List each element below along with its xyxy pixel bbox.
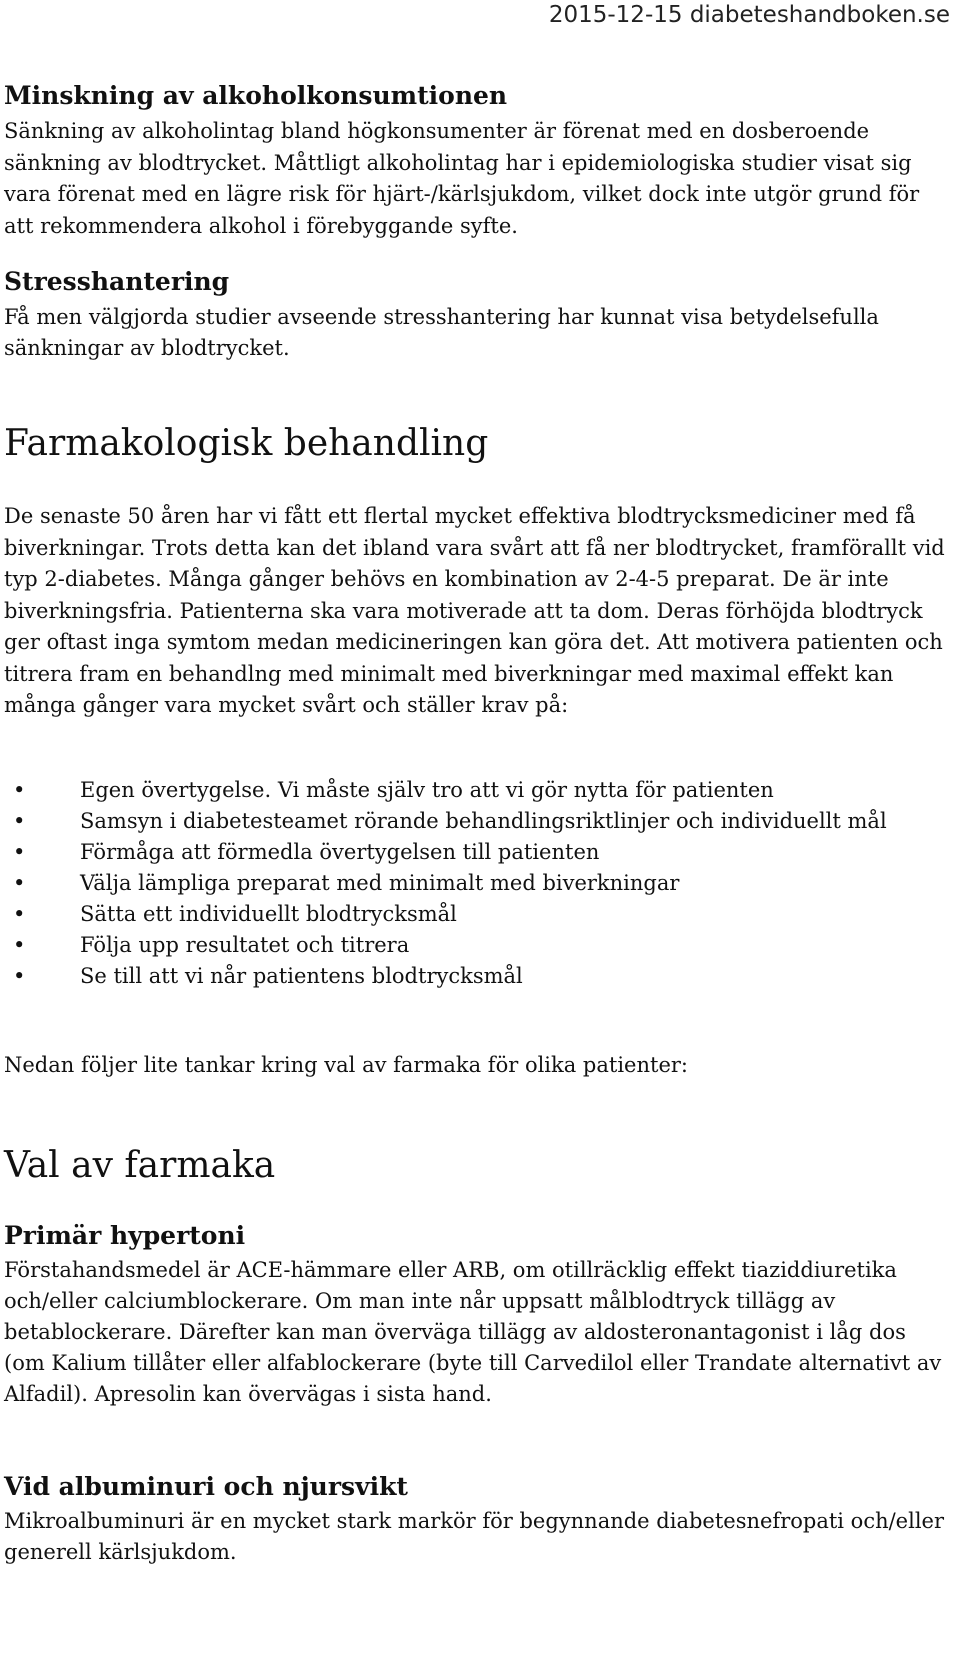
heading-alkohol: Minskning av alkoholkonsumtionen	[4, 81, 508, 110]
bullet-icon: •	[13, 840, 26, 864]
list-item-text: Se till att vi når patientens blodtrycksmål	[80, 964, 523, 988]
heading-val-av-farmaka: Val av farmaka	[4, 1145, 276, 1186]
bullet-icon: •	[13, 902, 26, 926]
bullet-icon: •	[13, 871, 26, 895]
list-item-text: Samsyn i diabetesteamet rörande behandlingsriktlinjer och individuellt mål	[80, 809, 887, 833]
bullet-icon: •	[13, 964, 26, 988]
list-item-text: Följa upp resultatet och titrera	[80, 933, 410, 957]
list-item	[4, 961, 952, 992]
bullet-icon: •	[13, 933, 26, 957]
list-item-text: Förmåga att förmedla övertygelsen till patienten	[80, 840, 600, 864]
bullet-icon: •	[13, 809, 26, 833]
paragraph-albuminuri: Mikroalbuminuri är en mycket stark markör för begynnande diabetesnefropati och/eller generell kärlsjukdom.	[4, 1509, 945, 1564]
list-item	[4, 806, 952, 837]
heading-farmakologisk-behandling: Farmakologisk behandling	[4, 423, 489, 464]
list-item	[4, 868, 952, 899]
paragraph-alkohol: Sänkning av alkoholintag bland högkonsumenter är förenat med en dosberoende sänkning av blodtrycket. Måttligt alkoholintag har i epidemiologiska studier visat sig vara förenat med en lägre risk för hjärt-/kärlsjukdom, vilket dock inte utgör grund för att rekommendera alkohol i förebyggande syfte.	[4, 119, 920, 238]
list-item	[4, 837, 952, 868]
heading-stresshantering: Stresshantering	[4, 267, 230, 296]
bullet-list-krav	[4, 775, 952, 992]
bullet-icon: •	[13, 778, 26, 802]
list-item-text: Sätta ett individuellt blodtrycksmål	[80, 902, 457, 926]
list-item	[4, 899, 952, 930]
list-item	[4, 775, 952, 806]
heading-primar-hypertoni: Primär hypertoni	[4, 1221, 246, 1250]
paragraph-stresshantering: Få men välgjorda studier avseende stresshantering har kunnat visa betydelsefulla sänkningar av blodtrycket.	[4, 305, 879, 360]
heading-albuminuri-njursvikt: Vid albuminuri och njursvikt	[4, 1472, 408, 1501]
paragraph-primar-hypertoni: Förstahandsmedel är ACE-hämmare eller ARB, om otillräcklig effekt tiaziddiuretika och/eller calciumblockerare. Om man inte når uppsatt målblodtryck tillägg av betablockerare. Därefter kan man överväga tillägg av aldosteronantagonist i låg dos (om Kalium tillåter eller alfablockerare (byte till Carvedilol eller Trandate alternativt av Alfadil). Apresolin kan övervägas i sista hand.	[4, 1258, 942, 1406]
page-header-date-site: 2015-12-15 diabeteshandboken.se	[548, 2, 950, 28]
paragraph-farmakologisk: De senaste 50 åren har vi fått ett flertal mycket effektiva blodtrycksmediciner med få biverkningar. Trots detta kan det ibland vara svårt att få ner blodtrycket, framförallt vid typ 2-diabetes. Många gånger behövs en kombination av 2-4-5 preparat. De är inte biverkningsfria. Patienterna ska vara motiverade att ta dom. Deras förhöjda blodtryck ger oftast inga symtom medan medicineringen kan göra det. Att motivera patienten och titrera fram en behandlng med minimalt med biverkningar med maximal effekt kan många gånger vara mycket svårt och ställer krav på:	[4, 504, 945, 717]
list-item	[4, 930, 952, 961]
list-item-text: Egen övertygelse. Vi måste själv tro att vi gör nytta för patienten	[80, 778, 774, 802]
paragraph-nedan: Nedan följer lite tankar kring val av farmaka för olika patienter:	[4, 1053, 688, 1077]
list-item-text: Välja lämpliga preparat med minimalt med biverkningar	[80, 871, 680, 895]
